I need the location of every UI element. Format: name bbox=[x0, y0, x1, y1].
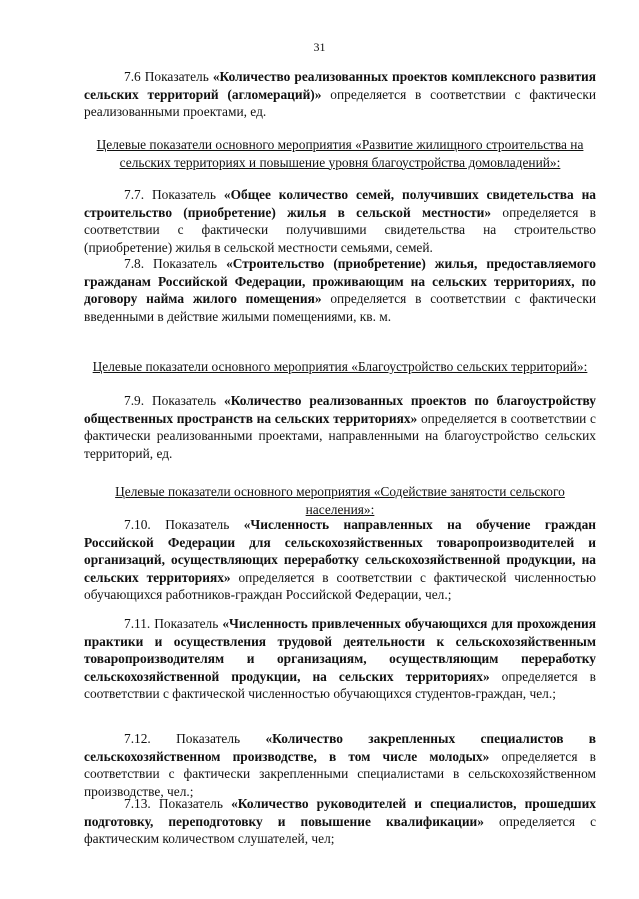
indicator-paragraph bbox=[84, 795, 596, 848]
section-heading: Целевые показатели основного мероприятия «Развитие жилищного строительства на сельских территориях и повышение уровня благоустройства домовладений»: bbox=[96, 137, 584, 170]
section-heading: Целевые показатели основного мероприятия «Благоустройство сельских территорий»: bbox=[92, 359, 588, 374]
indicator-name: «Общее количество семей, получивших свидетельства на строительство (приобретение) жилья в сельской местности» bbox=[84, 187, 596, 220]
paragraph-text: определяется в соответствии с фактически реализованными проектами, направленными на благоустройство сельских территорий, ед. bbox=[84, 410, 596, 461]
indicator-name: «Количество руководителей и специалистов, прошедших подготовку, переподготовку и повышение квалификации» bbox=[84, 796, 596, 829]
section-heading: Целевые показатели основного мероприятия «Содействие занятости сельского населения»: bbox=[115, 484, 565, 517]
indicator-paragraph bbox=[84, 392, 596, 462]
paragraph-text: определяется в соответствии с фактической численностью обучающихся студентов-граждан, чел.; bbox=[84, 668, 596, 702]
page-number: 31 bbox=[313, 40, 326, 54]
indicator-name: «Численность направленных на обучение граждан Российской Федерации для сельскохозяйственных товаропроизводителей и организаций, осуществляющих переработку сельскохозяйственной продукции, на сельских территориях» bbox=[84, 517, 596, 585]
indicator-name: «Количество реализованных проектов по благоустройству общественных пространств на сельских территориях» bbox=[84, 393, 596, 426]
indicator-paragraph bbox=[84, 615, 596, 703]
indicator-paragraph bbox=[84, 516, 596, 604]
paragraph-text: 7.8. Показатель bbox=[124, 256, 227, 271]
indicator-name: «Количество реализованных проектов комплексного развития сельских территорий (агломераций)» bbox=[84, 69, 596, 102]
paragraph-text: 7.10. Показатель bbox=[124, 517, 244, 532]
indicator-paragraph bbox=[84, 68, 596, 121]
paragraph-text: 7.7. Показатель bbox=[124, 187, 224, 202]
paragraph-text: 7.12. Показатель bbox=[124, 731, 266, 746]
paragraph-text: определяется в соответствии с фактической численностью обучающихся работников-граждан Российской Федерации, чел.; bbox=[84, 569, 597, 603]
paragraph-text: определяется в соответствии с фактически закрепленными специалистами в сельскохозяйственном производстве, чел.; bbox=[84, 748, 596, 799]
paragraph-text: определяется в соответствии с фактически получившими свидетельства на строительство (приобретение) жилья в сельской местности семьями, семей. bbox=[84, 204, 596, 255]
paragraph-text: 7.11. Показатель bbox=[124, 616, 223, 631]
indicator-paragraph bbox=[84, 186, 596, 256]
indicator-name: «Строительство (приобретение) жилья, предоставляемого гражданам Российской Федерации, проживающим на сельских территориях, по договору найма жилого помещения» bbox=[84, 256, 596, 307]
paragraph-text: определяется в соответствии с фактически реализованными проектами, ед. bbox=[84, 86, 596, 120]
paragraph-text: определяется в соответствии с фактически введенными в действие жилыми помещениями, кв. м. bbox=[84, 291, 597, 324]
paragraph-text: 7.13. Показатель bbox=[124, 796, 232, 811]
paragraph-text: 7.6 Показатель bbox=[124, 69, 213, 84]
indicator-paragraph bbox=[84, 255, 596, 325]
indicator-name: «Численность привлеченных обучающихся для прохождения практики и осуществления трудовой деятельности к сельскохозяйственным товаропроизводителям и организациям, осуществляющим переработку сельскохозяйственной продукции, на сельских территориях» bbox=[84, 616, 597, 684]
indicator-paragraph bbox=[84, 730, 596, 800]
indicator-name: «Количество закрепленных специалистов в сельскохозяйственном производстве, в том числе молодых» bbox=[84, 731, 596, 764]
paragraph-text: определяется с фактическим количеством слушателей, чел; bbox=[84, 813, 597, 847]
paragraph-text: 7.9. Показатель bbox=[124, 393, 224, 408]
